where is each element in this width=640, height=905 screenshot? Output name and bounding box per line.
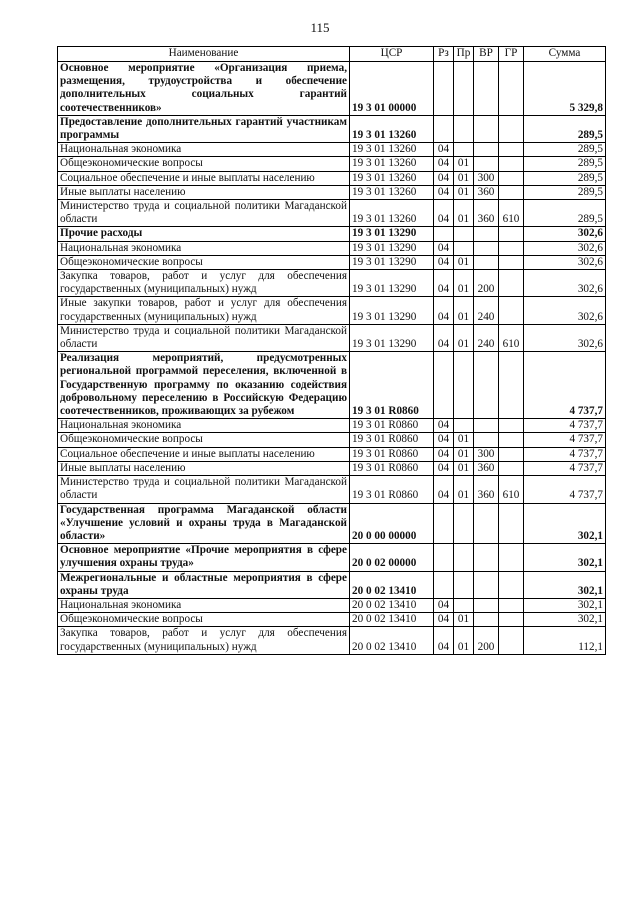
cell-name: Министерство труда и социальной политики Магаданской области	[58, 200, 350, 227]
cell-gr	[499, 419, 524, 433]
cell-sum: 4 737,7	[524, 419, 606, 433]
table-row	[58, 598, 606, 612]
cell-sum: 302,1	[524, 571, 606, 598]
cell-name: Министерство труда и социальной политики Магаданской области	[58, 476, 350, 503]
cell-sum: 289,5	[524, 115, 606, 142]
cell-gr	[499, 544, 524, 571]
cell-csr: 19 3 01 R0860	[350, 447, 434, 461]
cell-gr	[499, 143, 524, 157]
cell-vr: 300	[474, 447, 499, 461]
cell-vr	[474, 227, 499, 241]
budget-table	[57, 46, 606, 655]
cell-vr	[474, 613, 499, 627]
cell-vr	[474, 241, 499, 255]
cell-rz	[434, 227, 454, 241]
cell-csr: 20 0 02 13410	[350, 571, 434, 598]
cell-vr	[474, 503, 499, 544]
cell-name: Иные выплаты населению	[58, 461, 350, 475]
cell-gr	[499, 461, 524, 475]
cell-pr	[454, 544, 474, 571]
cell-pr	[454, 571, 474, 598]
cell-name: Закупка товаров, работ и услуг для обеспечения государственных (муниципальных) нужд	[58, 627, 350, 654]
cell-sum: 302,6	[524, 227, 606, 241]
cell-sum: 4 737,7	[524, 461, 606, 475]
cell-csr: 19 3 01 13290	[350, 241, 434, 255]
cell-gr	[499, 433, 524, 447]
cell-gr	[499, 62, 524, 116]
cell-csr: 19 3 01 R0860	[350, 476, 434, 503]
cell-vr	[474, 571, 499, 598]
header-pr: Пр	[454, 47, 474, 62]
cell-rz: 04	[434, 185, 454, 199]
cell-csr: 19 3 01 00000	[350, 62, 434, 116]
cell-sum: 4 737,7	[524, 352, 606, 419]
cell-sum: 5 329,8	[524, 62, 606, 116]
cell-vr	[474, 544, 499, 571]
cell-pr: 01	[454, 447, 474, 461]
cell-csr: 19 3 01 13260	[350, 143, 434, 157]
table-row	[58, 476, 606, 503]
cell-name: Иные закупки товаров, работ и услуг для обеспечения государственных (муниципальных) нужд	[58, 297, 350, 324]
cell-vr: 360	[474, 185, 499, 199]
cell-pr: 01	[454, 476, 474, 503]
cell-csr: 20 0 02 13410	[350, 627, 434, 654]
cell-vr: 200	[474, 270, 499, 297]
cell-gr	[499, 598, 524, 612]
cell-name: Национальная экономика	[58, 598, 350, 612]
cell-gr	[499, 447, 524, 461]
cell-csr: 19 3 01 R0860	[350, 433, 434, 447]
table-body	[58, 62, 606, 655]
cell-rz: 04	[434, 143, 454, 157]
cell-name: Общеэкономические вопросы	[58, 157, 350, 171]
cell-sum: 4 737,7	[524, 476, 606, 503]
cell-rz: 04	[434, 171, 454, 185]
cell-rz	[434, 571, 454, 598]
header-sum: Сумма	[524, 47, 606, 62]
cell-pr: 01	[454, 270, 474, 297]
cell-vr	[474, 62, 499, 116]
cell-name: Министерство труда и социальной политики Магаданской области	[58, 324, 350, 351]
table-row	[58, 62, 606, 116]
cell-csr: 19 3 01 13260	[350, 157, 434, 171]
cell-pr	[454, 598, 474, 612]
cell-name: Общеэкономические вопросы	[58, 255, 350, 269]
cell-sum: 302,6	[524, 255, 606, 269]
cell-pr: 01	[454, 200, 474, 227]
cell-csr: 19 3 01 13290	[350, 297, 434, 324]
cell-gr	[499, 115, 524, 142]
cell-sum: 4 737,7	[524, 447, 606, 461]
table-row	[58, 200, 606, 227]
table-row	[58, 503, 606, 544]
cell-gr: 610	[499, 200, 524, 227]
table-row	[58, 433, 606, 447]
cell-vr	[474, 598, 499, 612]
cell-rz	[434, 62, 454, 116]
cell-gr	[499, 255, 524, 269]
header-vr: ВР	[474, 47, 499, 62]
cell-rz: 04	[434, 324, 454, 351]
cell-sum: 302,1	[524, 598, 606, 612]
cell-sum: 302,6	[524, 324, 606, 351]
cell-gr	[499, 270, 524, 297]
cell-vr: 360	[474, 200, 499, 227]
cell-rz: 04	[434, 433, 454, 447]
cell-rz: 04	[434, 157, 454, 171]
table-row	[58, 544, 606, 571]
cell-name: Закупка товаров, работ и услуг для обеспечения государственных (муниципальных) нужд	[58, 270, 350, 297]
cell-rz: 04	[434, 598, 454, 612]
table-row	[58, 143, 606, 157]
cell-pr: 01	[454, 185, 474, 199]
cell-csr: 19 3 01 13290	[350, 324, 434, 351]
cell-pr: 01	[454, 297, 474, 324]
cell-vr	[474, 255, 499, 269]
cell-name: Реализация мероприятий, предусмотренных региональной программой переселения, включенной в Государственную программу по оказанию содействия добровольному переселению в Российскую Федерацию соотечественников, проживающих за рубежом	[58, 352, 350, 419]
cell-name: Национальная экономика	[58, 143, 350, 157]
cell-pr: 01	[454, 613, 474, 627]
cell-rz: 04	[434, 270, 454, 297]
cell-name: Национальная экономика	[58, 241, 350, 255]
table-row	[58, 419, 606, 433]
cell-name: Основное мероприятие «Организация приема, размещения, трудоустройства и обеспечение дополнительных социальных гарантий соотечественников»	[58, 62, 350, 116]
cell-sum: 302,6	[524, 297, 606, 324]
table-row	[58, 241, 606, 255]
table-row	[58, 627, 606, 654]
cell-rz	[434, 503, 454, 544]
table-row	[58, 324, 606, 351]
cell-pr	[454, 115, 474, 142]
cell-vr	[474, 143, 499, 157]
header-rz: Рз	[434, 47, 454, 62]
cell-pr	[454, 352, 474, 419]
cell-csr: 19 3 01 13290	[350, 255, 434, 269]
cell-csr: 20 0 02 13410	[350, 598, 434, 612]
cell-gr	[499, 503, 524, 544]
table-row	[58, 255, 606, 269]
table-header-row	[58, 47, 606, 62]
cell-csr: 20 0 00 00000	[350, 503, 434, 544]
cell-gr	[499, 241, 524, 255]
cell-pr: 01	[454, 157, 474, 171]
cell-csr: 19 3 01 13290	[350, 227, 434, 241]
cell-name: Прочие расходы	[58, 227, 350, 241]
cell-gr	[499, 227, 524, 241]
cell-rz: 04	[434, 613, 454, 627]
cell-rz: 04	[434, 447, 454, 461]
cell-pr: 01	[454, 627, 474, 654]
cell-pr	[454, 227, 474, 241]
cell-csr: 19 3 01 13260	[350, 185, 434, 199]
cell-rz	[434, 352, 454, 419]
cell-sum: 302,1	[524, 503, 606, 544]
cell-gr	[499, 157, 524, 171]
cell-sum: 289,5	[524, 200, 606, 227]
page-number: 115	[310, 20, 330, 35]
cell-pr	[454, 503, 474, 544]
header-gr: ГР	[499, 47, 524, 62]
table-row	[58, 227, 606, 241]
cell-pr	[454, 419, 474, 433]
cell-vr: 200	[474, 627, 499, 654]
cell-rz: 04	[434, 241, 454, 255]
cell-name: Предоставление дополнительных гарантий участникам программы	[58, 115, 350, 142]
cell-pr: 01	[454, 171, 474, 185]
cell-vr: 300	[474, 171, 499, 185]
cell-csr: 19 3 01 R0860	[350, 419, 434, 433]
cell-sum: 289,5	[524, 171, 606, 185]
cell-sum: 302,1	[524, 544, 606, 571]
cell-rz: 04	[434, 200, 454, 227]
header-csr: ЦСР	[350, 47, 434, 62]
table-row	[58, 613, 606, 627]
table-row	[58, 270, 606, 297]
cell-name: Иные выплаты населению	[58, 185, 350, 199]
table-row	[58, 571, 606, 598]
table-row	[58, 115, 606, 142]
cell-sum: 289,5	[524, 143, 606, 157]
cell-vr	[474, 433, 499, 447]
cell-pr: 01	[454, 324, 474, 351]
cell-name: Общеэкономические вопросы	[58, 433, 350, 447]
table-row	[58, 352, 606, 419]
cell-pr: 01	[454, 433, 474, 447]
cell-csr: 19 3 01 R0860	[350, 352, 434, 419]
cell-pr	[454, 62, 474, 116]
cell-gr: 610	[499, 476, 524, 503]
cell-sum: 289,5	[524, 185, 606, 199]
cell-csr: 19 3 01 13260	[350, 115, 434, 142]
cell-csr: 19 3 01 13260	[350, 171, 434, 185]
cell-csr: 19 3 01 R0860	[350, 461, 434, 475]
cell-gr	[499, 613, 524, 627]
cell-vr	[474, 352, 499, 419]
cell-name: Социальное обеспечение и иные выплаты населению	[58, 447, 350, 461]
cell-sum: 302,6	[524, 270, 606, 297]
cell-sum: 4 737,7	[524, 433, 606, 447]
cell-vr: 360	[474, 461, 499, 475]
cell-vr	[474, 419, 499, 433]
header-name: Наименование	[58, 47, 350, 62]
cell-rz: 04	[434, 255, 454, 269]
cell-gr	[499, 171, 524, 185]
cell-gr	[499, 627, 524, 654]
cell-rz: 04	[434, 476, 454, 503]
cell-sum: 289,5	[524, 157, 606, 171]
cell-pr: 01	[454, 255, 474, 269]
cell-gr: 610	[499, 324, 524, 351]
cell-vr: 360	[474, 476, 499, 503]
cell-sum: 302,1	[524, 613, 606, 627]
table-row	[58, 185, 606, 199]
cell-gr	[499, 297, 524, 324]
cell-name: Основное мероприятие «Прочие мероприятия в сфере улучшения охраны труда»	[58, 544, 350, 571]
table-row	[58, 461, 606, 475]
table-row	[58, 447, 606, 461]
cell-name: Государственная программа Магаданской области «Улучшение условий и охраны труда в Магаданской области»	[58, 503, 350, 544]
cell-gr	[499, 571, 524, 598]
cell-csr: 19 3 01 13260	[350, 200, 434, 227]
cell-rz: 04	[434, 297, 454, 324]
cell-csr: 20 0 02 13410	[350, 613, 434, 627]
table-row	[58, 171, 606, 185]
table-row	[58, 297, 606, 324]
cell-pr	[454, 241, 474, 255]
cell-name: Национальная экономика	[58, 419, 350, 433]
cell-rz	[434, 544, 454, 571]
cell-vr	[474, 157, 499, 171]
cell-name: Межрегиональные и областные мероприятия в сфере охраны труда	[58, 571, 350, 598]
cell-vr: 240	[474, 297, 499, 324]
cell-rz: 04	[434, 627, 454, 654]
cell-rz: 04	[434, 461, 454, 475]
cell-name: Социальное обеспечение и иные выплаты населению	[58, 171, 350, 185]
cell-gr	[499, 185, 524, 199]
table-row	[58, 157, 606, 171]
cell-vr: 240	[474, 324, 499, 351]
cell-pr: 01	[454, 461, 474, 475]
cell-pr	[454, 143, 474, 157]
cell-gr	[499, 352, 524, 419]
cell-name: Общеэкономические вопросы	[58, 613, 350, 627]
cell-csr: 19 3 01 13290	[350, 270, 434, 297]
cell-sum: 112,1	[524, 627, 606, 654]
cell-vr	[474, 115, 499, 142]
cell-rz	[434, 115, 454, 142]
cell-sum: 302,6	[524, 241, 606, 255]
cell-csr: 20 0 02 00000	[350, 544, 434, 571]
cell-rz: 04	[434, 419, 454, 433]
